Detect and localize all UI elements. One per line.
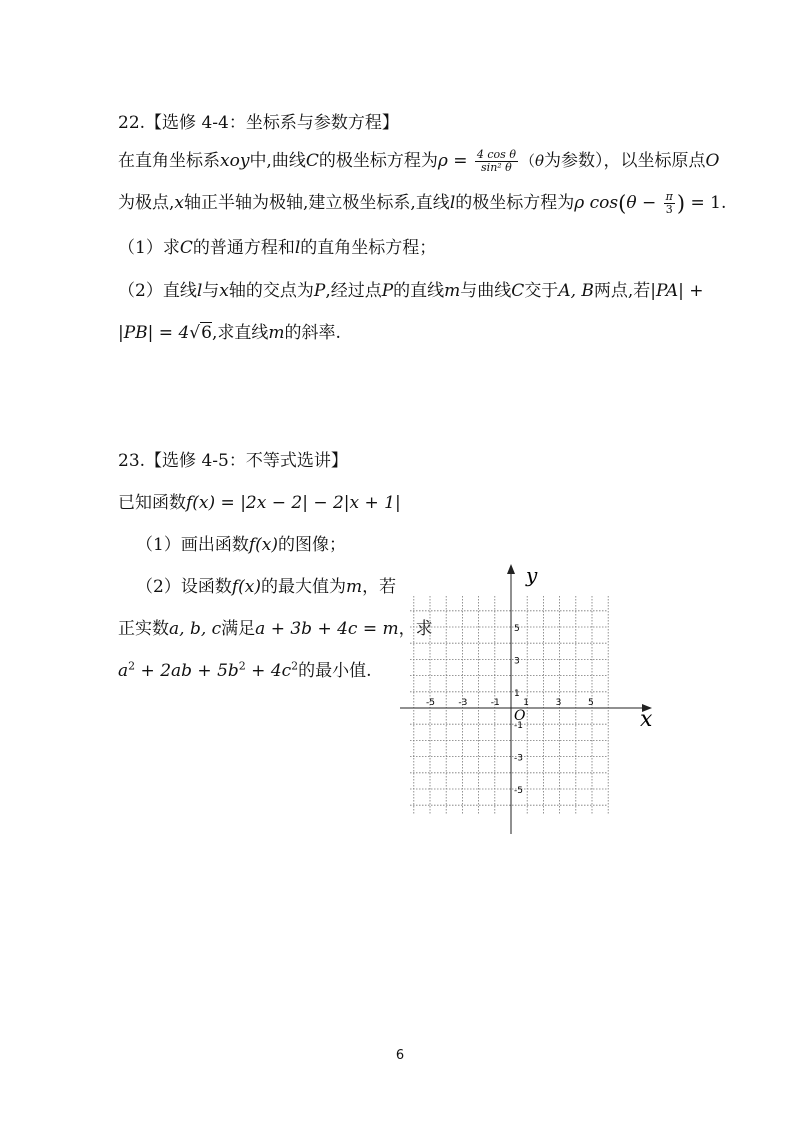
q23-l1-a: 已知函数 — [118, 493, 186, 513]
q22-l2-end: = 1. — [685, 193, 727, 213]
polar-fraction — [475, 149, 518, 174]
q23-l5-exp3: 2 — [291, 659, 299, 673]
x-tick-label: 5 — [588, 698, 594, 708]
q22-p2-P: P — [313, 281, 326, 301]
q22-p2-c: 轴的交点为 — [228, 281, 314, 301]
origin-label: O — [514, 708, 526, 724]
q23-line-4 — [118, 614, 433, 639]
q22-l1-d: （ — [519, 152, 535, 170]
q22-heading: 22.【选修 4-4：坐标系与参数方程】 — [118, 113, 399, 133]
q22-l5-PB: |PB| = 4 — [118, 323, 190, 343]
q22-l1-rho: ρ = — [437, 151, 473, 171]
q22-l2-c: 的极坐标方程为 — [455, 193, 575, 213]
q23-line-1 — [118, 488, 401, 513]
q22-l1-C: C — [305, 151, 319, 171]
x-tick-label: 3 — [555, 698, 562, 708]
q22-p2-g: 交于 — [524, 281, 559, 301]
q23-part-2 — [136, 572, 396, 597]
q22-p2-f: 与曲线 — [460, 281, 512, 301]
q23-p1-b: 的图像； — [277, 535, 346, 555]
q22-line-1 — [118, 146, 719, 174]
q22-p2-C: C — [511, 281, 525, 301]
q22-p1-b: 的普通方程和 — [192, 238, 295, 258]
q22-p1-c: 的直角坐标方程； — [300, 238, 437, 258]
coordinate-grid — [396, 560, 666, 840]
y-axis-label: y — [526, 563, 538, 587]
y-tick-label: 3 — [514, 656, 520, 667]
q22-part-1 — [118, 233, 436, 258]
q22-p2-x: x — [219, 281, 229, 301]
q22-l2-theta: θ − — [626, 193, 662, 213]
q22-line-5 — [118, 318, 341, 343]
q22-p2-l: l — [196, 281, 203, 301]
y-tick-label: 1 — [514, 688, 520, 699]
q22-p2-e: 的直线 — [393, 281, 445, 301]
q22-l2-a: 为极点, — [118, 193, 175, 213]
q23-l4-eq: a + 3b + 4c = m — [255, 619, 399, 639]
q23-part-1 — [136, 530, 346, 555]
q23-p1-f: f(x) — [248, 535, 278, 555]
q22-p2-d: ,经过点 — [325, 281, 382, 301]
q23-l5-a: a — [118, 661, 129, 681]
q22-p2-h: 两点,若 — [593, 281, 651, 301]
page-number: 6 — [395, 1048, 405, 1063]
pi-fraction — [664, 191, 675, 216]
q23-l1-f: f(x) = |2x − 2| − 2|x + 1| — [186, 493, 401, 513]
q22-p2-b: 与 — [202, 281, 220, 301]
q22-l2-x: x — [174, 193, 184, 213]
q22-p1-l: l — [294, 238, 301, 258]
q22-p2-AB: A, B — [558, 281, 594, 301]
q23-line-5 — [118, 656, 372, 681]
q22-l2-b: 轴正半轴为极轴,建立极坐标系,直线 — [184, 193, 450, 213]
q23-p2-b: 的最大值为 — [260, 577, 346, 597]
q23-heading: 23.【选修 4-5：不等式选讲】 — [118, 451, 348, 471]
y-tick-label: 5 — [514, 624, 520, 634]
q22-l1-theta: θ — [534, 152, 544, 170]
x-axis-label: x — [640, 707, 653, 732]
q23-p2-f: f(x) — [231, 577, 261, 597]
polar-fraction-num: 4 cos θ — [476, 148, 516, 161]
x-tick-label: 1 — [523, 698, 529, 708]
x-tick-label: -3 — [458, 698, 468, 708]
q22-l1-O: O — [705, 151, 720, 171]
q22-l5-m: m — [268, 323, 285, 343]
sqrt-radicand: 6 — [201, 323, 212, 343]
x-tick-label: -5 — [426, 698, 435, 708]
q22-p1-C: C — [179, 238, 193, 258]
q22-p2-m: m — [444, 281, 461, 301]
grid-lines — [410, 596, 608, 814]
q23-l5-c: + 4c — [245, 661, 292, 681]
q23-p2-a: （2）设函数 — [136, 577, 232, 597]
q22-p2-PA: |PA| + — [650, 281, 704, 301]
q22-l1-b: 中,曲线 — [249, 151, 306, 171]
pi-fraction-num: π — [665, 190, 673, 203]
q23-l5-b: + 2ab + 5b — [135, 661, 239, 681]
q22-p2-P2: P — [381, 281, 394, 301]
y-tick-label: -3 — [514, 753, 523, 764]
x-tick-label: -1 — [490, 698, 500, 708]
y-axis-arrow-icon — [507, 564, 515, 574]
q22-line-2 — [118, 188, 726, 216]
right-paren: ) — [676, 191, 686, 216]
q23-l4-a: 正实数 — [118, 619, 169, 639]
left-paren: ( — [618, 191, 627, 216]
q22-l5-a: ,求直线 — [211, 323, 269, 343]
q23-l4-c: ，求 — [398, 619, 433, 639]
q22-l2-l: l — [449, 193, 456, 213]
q22-l2-rhocos: ρ cos — [574, 193, 619, 213]
q23-p2-c: ，若 — [362, 577, 397, 597]
q23-l5-exp1: 2 — [128, 659, 136, 673]
y-tick-label: -5 — [514, 786, 523, 796]
q23-l5-d: 的最小值. — [298, 661, 372, 681]
x-tick-labels — [426, 698, 594, 708]
pi-fraction-den: 3 — [665, 203, 673, 216]
polar-fraction-den: sin² θ — [481, 161, 512, 174]
q22-l1-c: 的极坐标方程为 — [318, 151, 438, 171]
q23-p2-m: m — [345, 577, 363, 597]
q23-p1-a: （1）画出函数 — [136, 535, 249, 555]
sqrt-sign: √ — [189, 323, 201, 343]
q23-l4-b: 满足 — [221, 619, 256, 639]
q22-p1-a: （1）求 — [118, 238, 180, 258]
q22-p2-a: （2）直线 — [118, 281, 197, 301]
q22-l5-b: 的斜率. — [284, 323, 341, 343]
y-tick-label: -1 — [514, 721, 523, 732]
q22-l1-e: 为参数），以坐标原点 — [544, 151, 706, 171]
q23-l4-abc: a, b, c — [169, 619, 222, 639]
q22-l1-a: 在直角坐标系 — [118, 151, 220, 171]
q22-l1-xoy: xoy — [220, 151, 250, 171]
q22-part-2 — [118, 276, 704, 301]
q23-l5-exp2: 2 — [238, 659, 246, 673]
